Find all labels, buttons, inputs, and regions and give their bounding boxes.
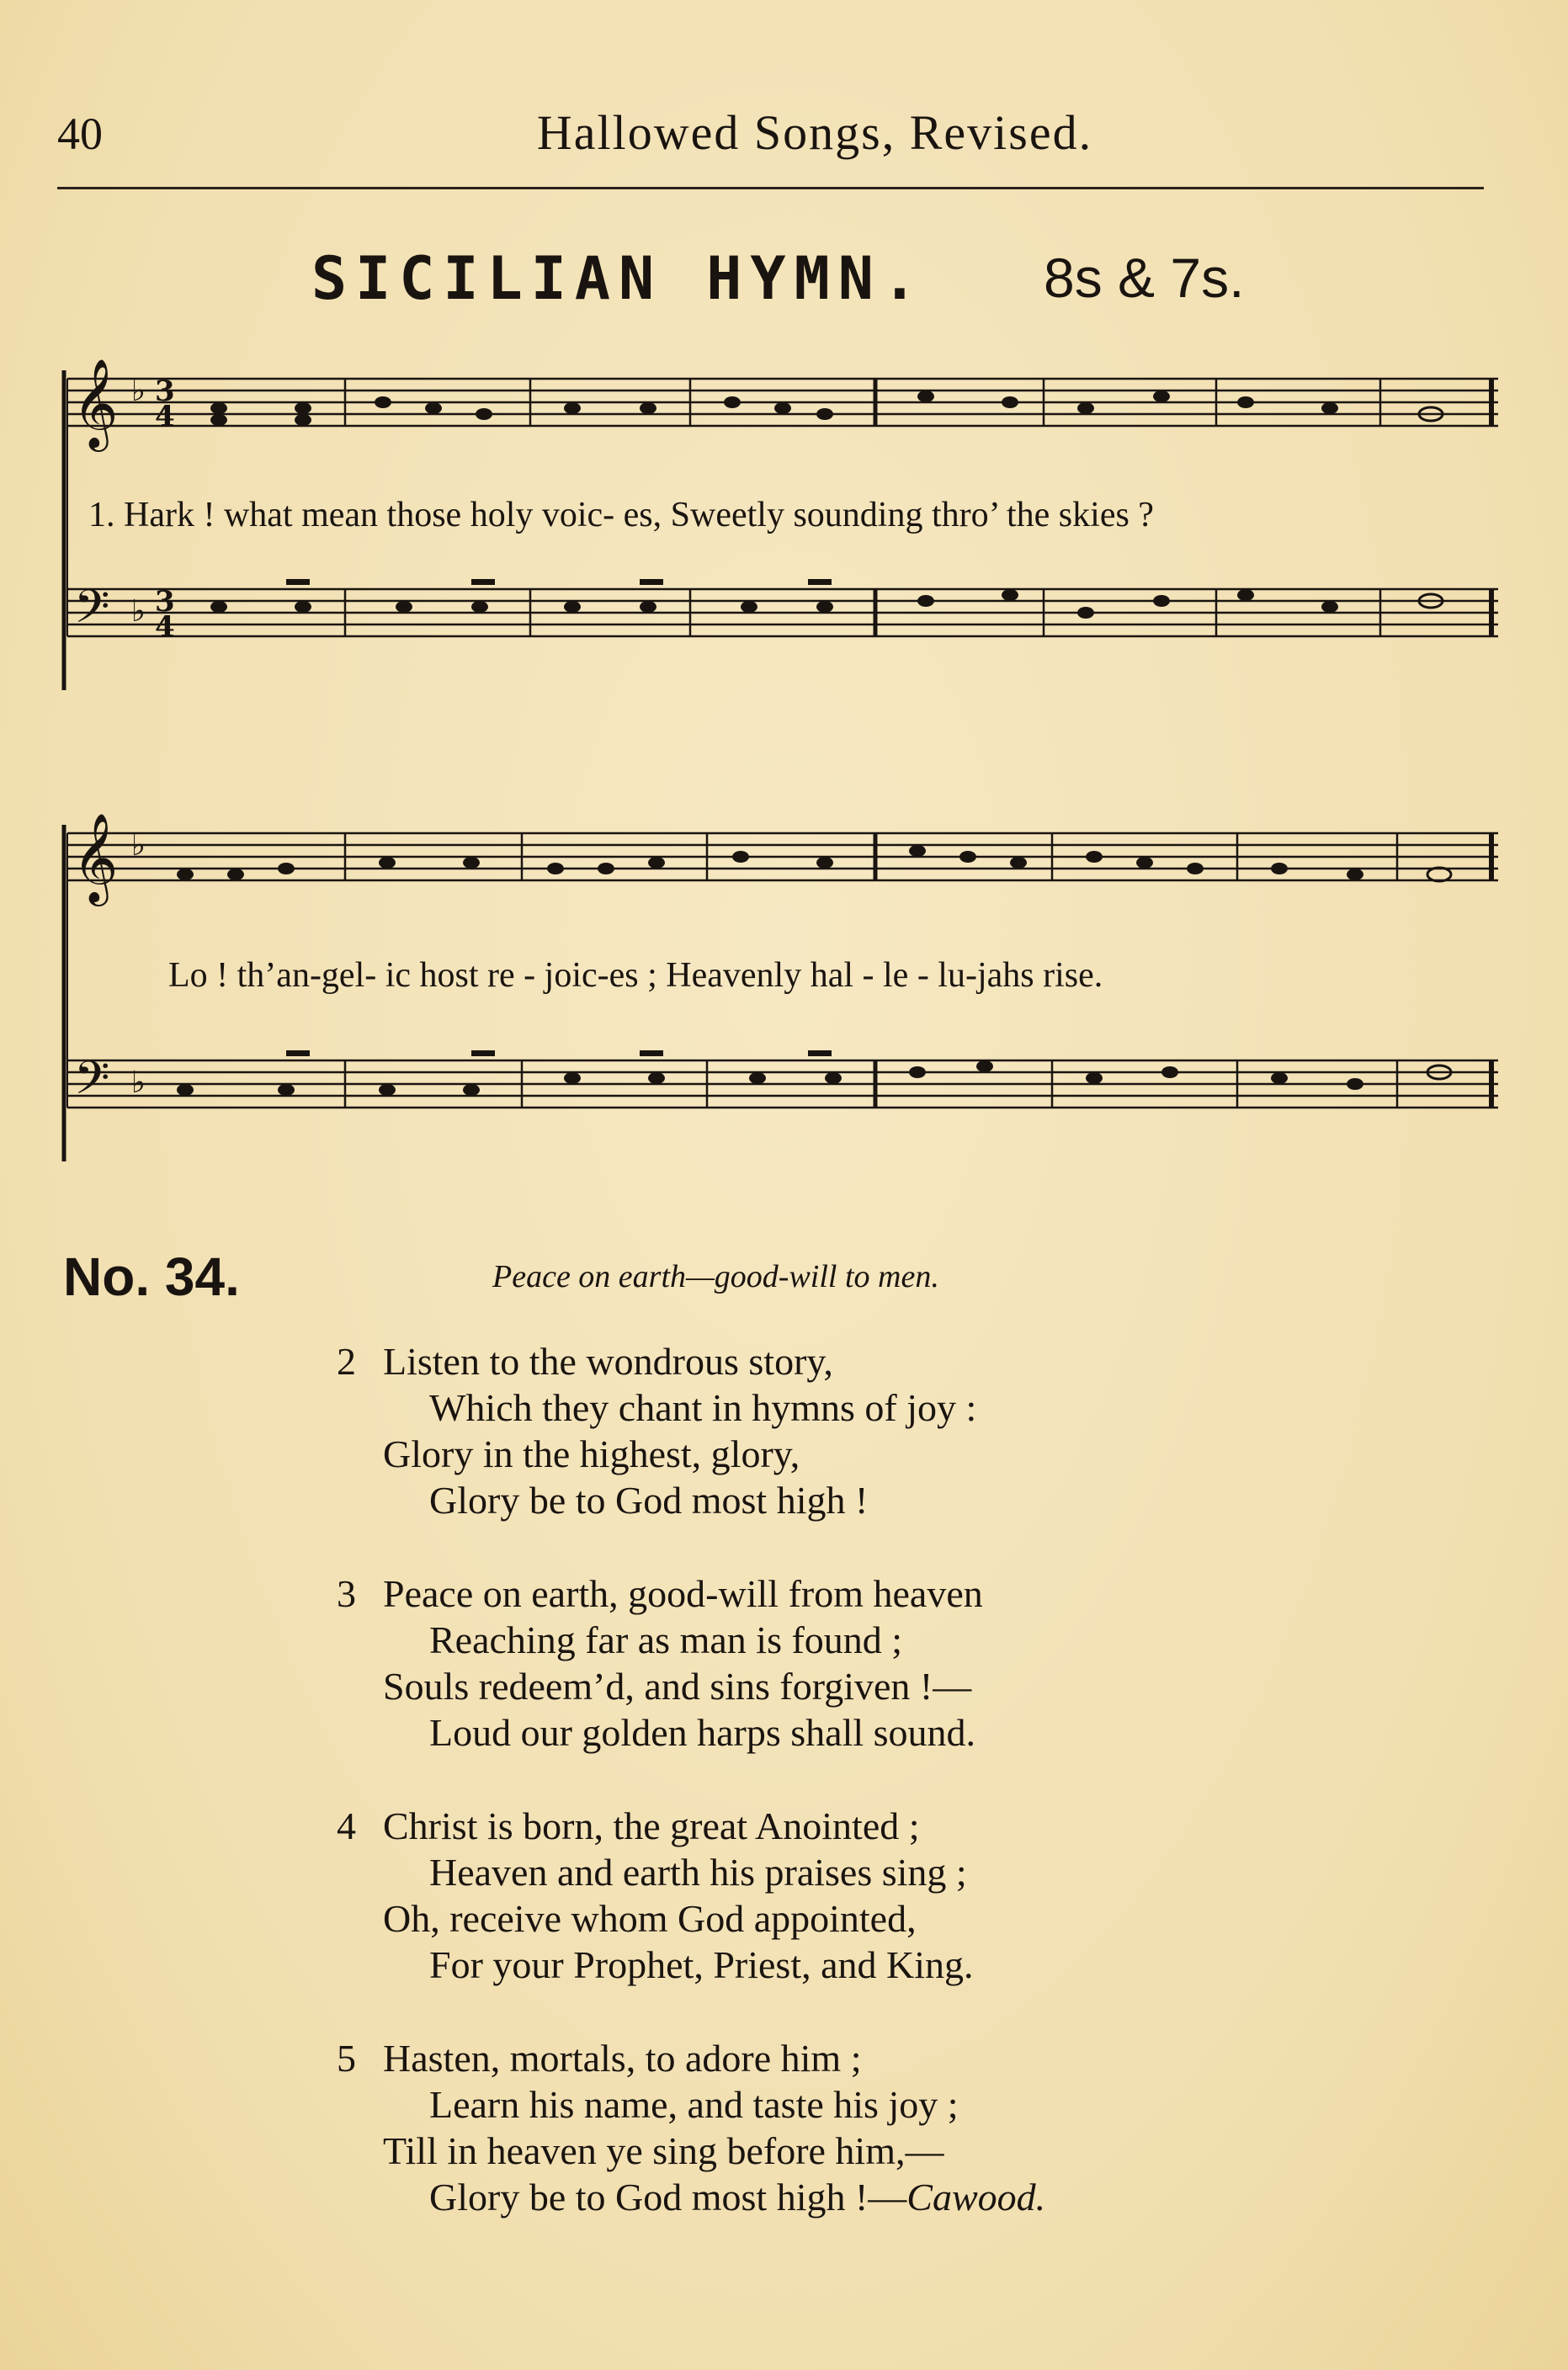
stanza-number: 2 xyxy=(337,1340,356,1383)
stanza-number: 4 xyxy=(337,1804,356,1847)
hymn-subtitle: Peace on earth—good-will to men. xyxy=(492,1259,939,1294)
svg-text:𝄢: 𝄢 xyxy=(74,580,110,645)
stanza-2 xyxy=(337,1338,1431,1523)
music-system-2 xyxy=(50,808,1507,1161)
svg-text:♭: ♭ xyxy=(131,374,146,408)
stanza-line: Heaven and earth his praises sing ; xyxy=(429,1851,967,1894)
stanza-5 xyxy=(337,2035,1431,2220)
svg-text:♭: ♭ xyxy=(131,1065,146,1100)
stanza-4 xyxy=(337,1803,1431,1988)
stanza-3 xyxy=(337,1570,1431,1756)
stanza-line: Listen to the wondrous story, xyxy=(383,1340,833,1383)
music-system-1 xyxy=(50,353,1507,707)
page-number: 40 xyxy=(57,109,103,159)
stanza-line: Souls redeem’d, and sins forgiven !— xyxy=(383,1665,972,1708)
svg-text:4: 4 xyxy=(155,400,175,433)
svg-text:𝄢: 𝄢 xyxy=(74,1051,110,1116)
stanza-line: Glory be to God most high !— xyxy=(429,2176,907,2219)
stanza-number: 3 xyxy=(337,1572,356,1615)
svg-text:4: 4 xyxy=(155,610,175,644)
stanza-line: Oh, receive whom God appointed, xyxy=(383,1897,917,1940)
stanza-line: Hasten, mortals, to adore him ; xyxy=(383,2037,862,2080)
svg-text:3: 3 xyxy=(155,585,175,619)
stanzas xyxy=(337,1338,1431,2267)
stanza-line: Reaching far as man is found ; xyxy=(429,1618,903,1661)
stanza-line: Peace on earth, good-will from heaven xyxy=(383,1572,983,1615)
lyrics-line-2: Lo ! th’an-gel- ic host re - joic-es ; Heavenly hal - le - lu-jahs rise. xyxy=(168,956,1103,995)
stanza-line: Glory be to God most high ! xyxy=(429,1479,869,1522)
hymn-number: No. 34. xyxy=(63,1246,240,1307)
svg-text:♭: ♭ xyxy=(131,594,146,629)
svg-text:3: 3 xyxy=(155,375,175,408)
stanza-line: Learn his name, and taste his joy ; xyxy=(429,2083,959,2126)
stanza-number: 5 xyxy=(337,2037,356,2080)
svg-text:♭: ♭ xyxy=(131,828,146,863)
hymn-meter: 8s & 7s. xyxy=(1044,247,1245,309)
header-rule xyxy=(57,187,1484,189)
stanza-line: Christ is born, the great Anointed ; xyxy=(383,1804,920,1847)
svg-text:𝄞: 𝄞 xyxy=(72,812,119,902)
stanza-line: Till in heaven ye sing before him,— xyxy=(383,2129,944,2172)
page-header xyxy=(57,101,1488,168)
svg-text:𝄞: 𝄞 xyxy=(72,358,119,448)
stanza-line: For your Prophet, Priest, and King. xyxy=(429,1943,974,1986)
stanza-line: Loud our golden harps shall sound. xyxy=(429,1711,976,1754)
running-title: Hallowed Songs, Revised. xyxy=(536,105,1093,160)
lyrics-line-1: 1. Hark ! what mean those holy voic- es, Sweetly sounding thro’ the skies ? xyxy=(88,496,1154,534)
stanza-line: Glory in the highest, glory, xyxy=(383,1432,800,1475)
hymn-title: SICILIAN HYMN. xyxy=(311,244,927,313)
stanza-line: Which they chant in hymns of joy : xyxy=(429,1386,977,1429)
author-attribution: Cawood. xyxy=(906,2176,1046,2219)
